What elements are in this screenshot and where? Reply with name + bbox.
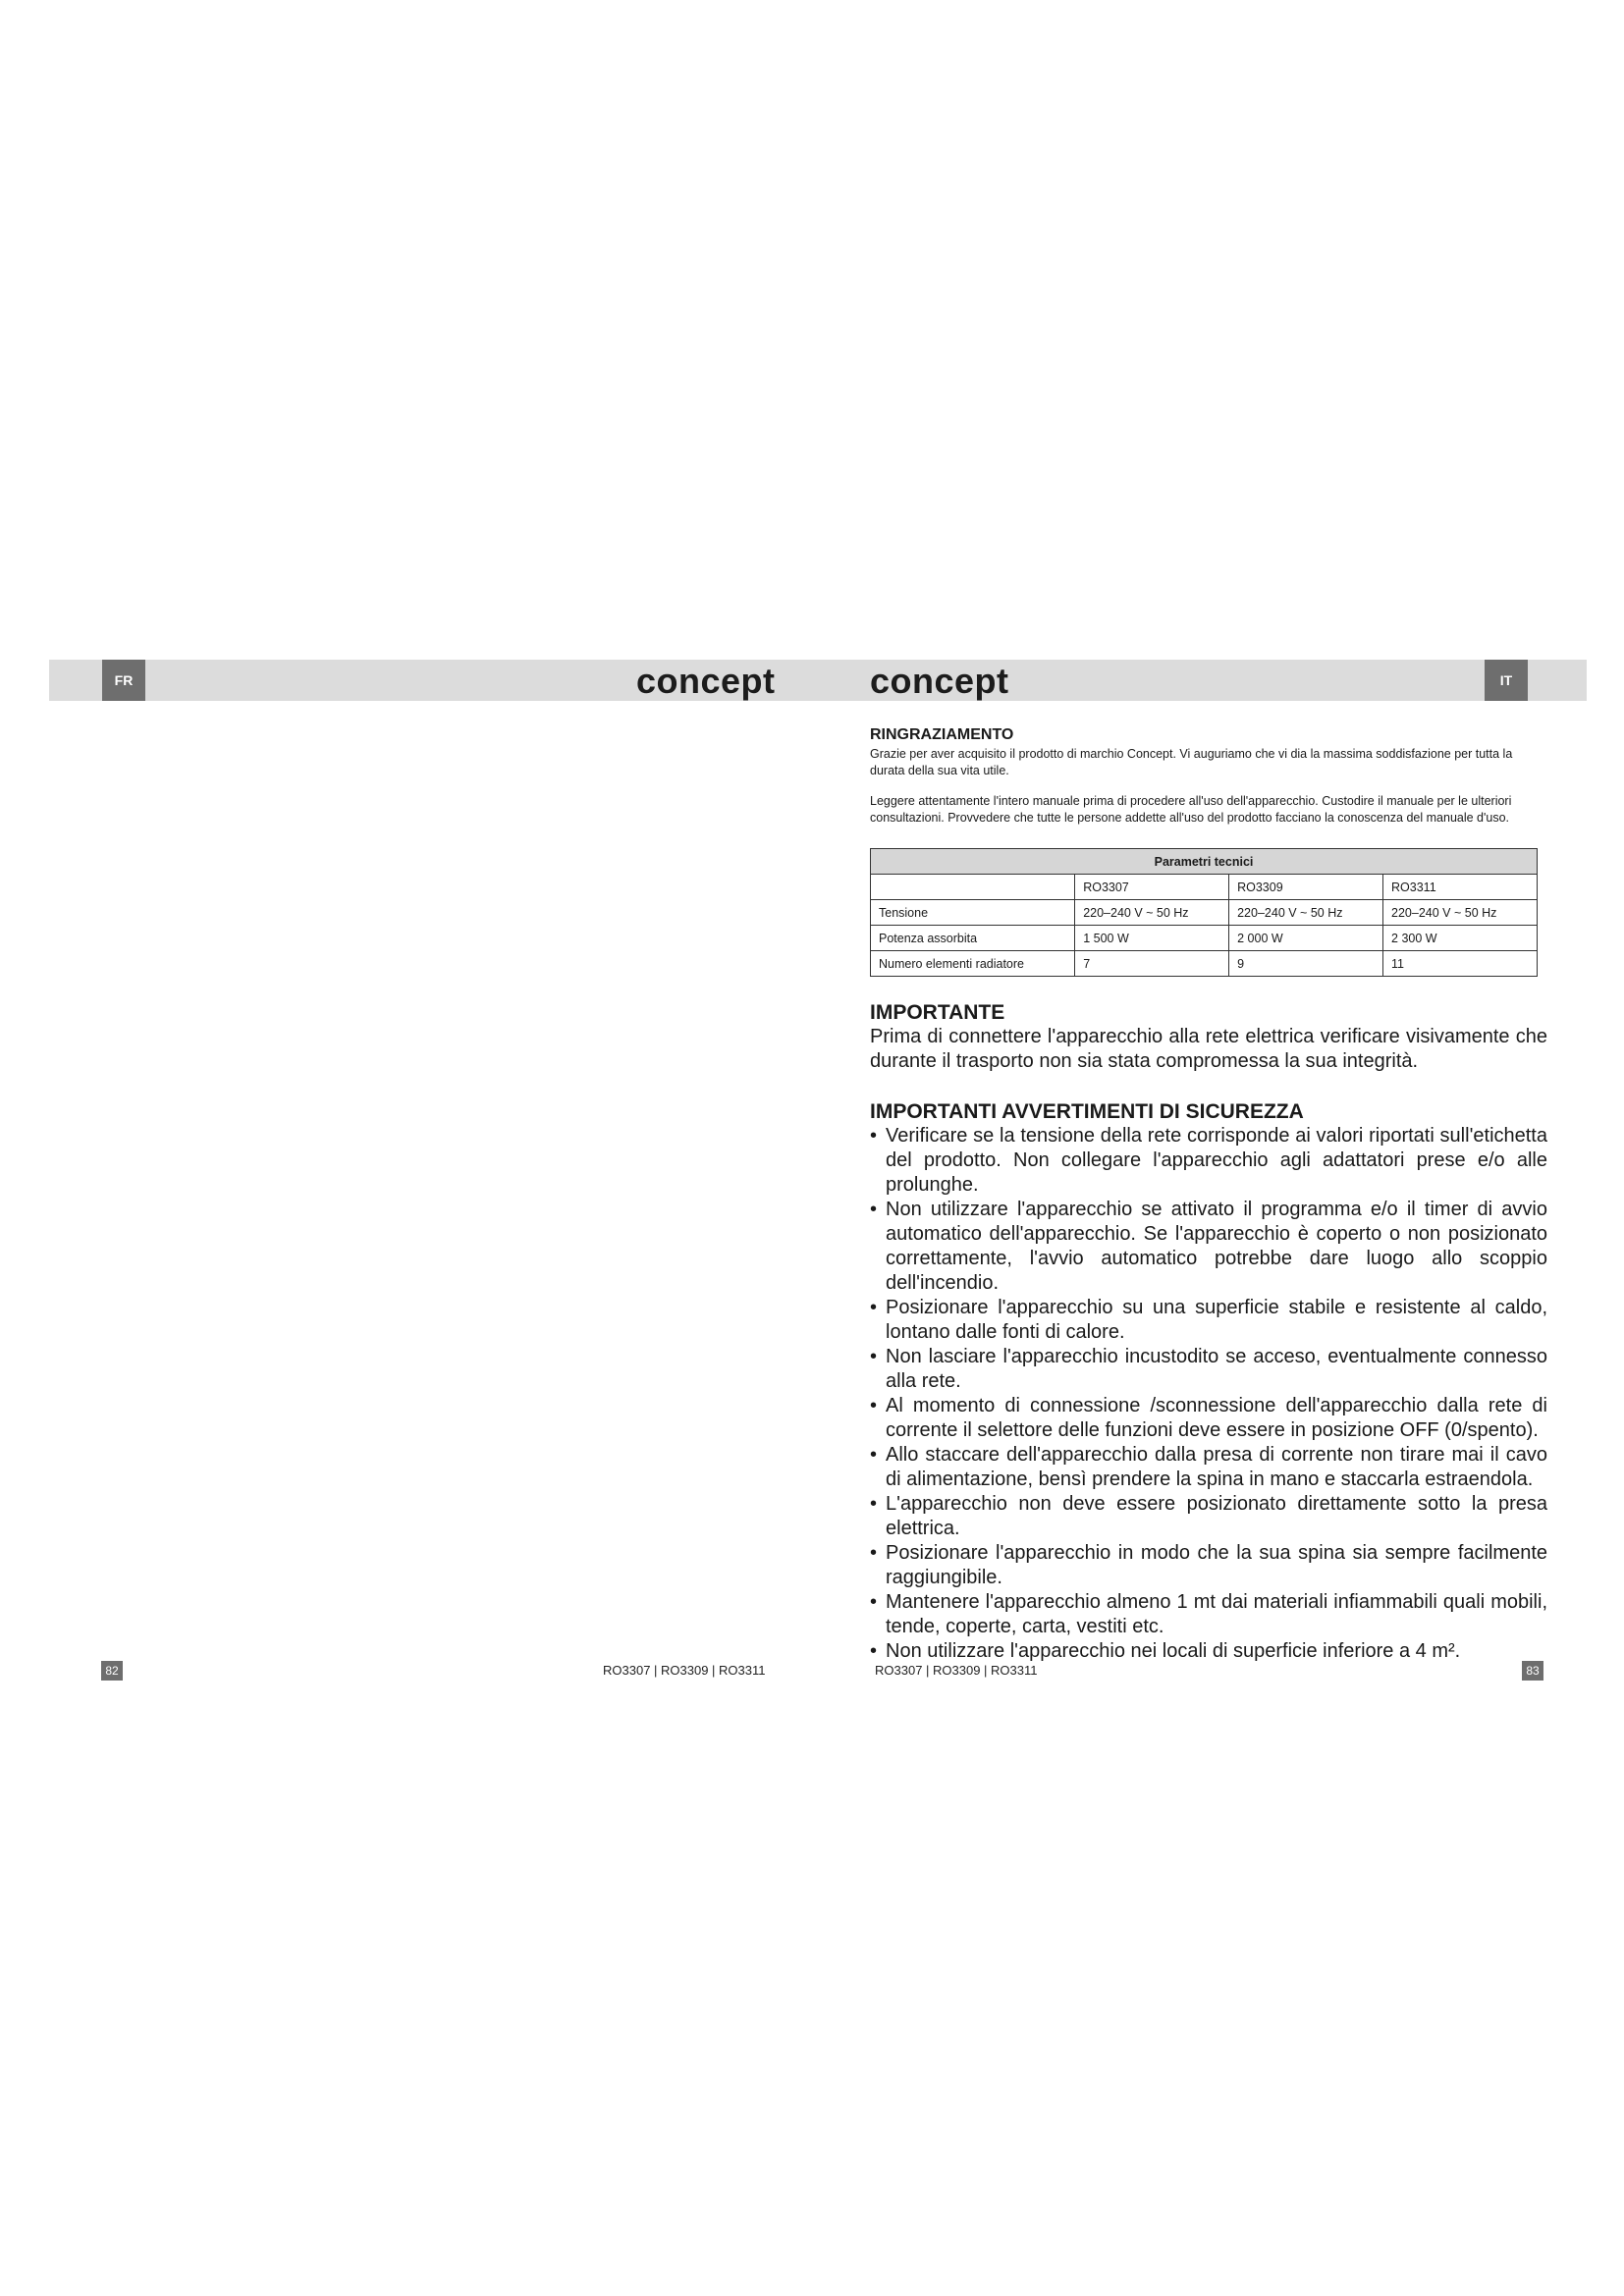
table-row (871, 900, 1538, 926)
list-item: • Posizionare l'apparecchio su una superficie stabile e resistente al caldo, lontano dalle fonti di calore. (870, 1296, 1547, 1345)
list-item: • Al momento di connessione /sconnessione dell'apparecchio dalla rete di corrente il selettore delle funzioni deve essere in posizione OFF (0/spento). (870, 1394, 1547, 1443)
table-cell: 1 500 W (1075, 926, 1229, 951)
table-header-empty (871, 875, 1075, 900)
header-band (49, 660, 1587, 701)
list-item: • Non utilizzare l'apparecchio se attivato il programma e/o il timer di avvio automatico dell'apparecchio. Se l'apparecchio è coperto o non posizionato correttamente, l'avvio automatico potrebbe dare luogo allo scoppio dell'incendio. (870, 1198, 1547, 1296)
table-cell: 7 (1075, 951, 1229, 977)
table-cell: 11 (1383, 951, 1538, 977)
language-tab-fr: FR (102, 660, 145, 701)
brand-logo-right: concept (870, 661, 1009, 701)
list-item: • Mantenere l'apparecchio almeno 1 mt dai materiali infiammabili quali mobili, tende, coperte, carta, vestiti etc. (870, 1590, 1547, 1639)
footer-models-right: RO3307 | RO3309 | RO3311 (875, 1663, 1038, 1678)
table-row-label: Numero elementi radiatore (871, 951, 1075, 977)
language-tab-it: IT (1485, 660, 1528, 701)
brand-logo-left: concept (636, 661, 776, 701)
table-cell: 220–240 V ~ 50 Hz (1383, 900, 1538, 926)
thanks-title: RINGRAZIAMENTO (870, 726, 1014, 743)
thanks-paragraph-2: Leggere attentamente l'intero manuale prima di procedere all'uso dell'apparecchio. Custodire il manuale per le ulteriori consultazioni. Provvedere che tutte le persone addette all'uso del prodotto facciano la conoscenza del manuale d'uso. (870, 794, 1512, 825)
list-item: • Non lasciare l'apparecchio incustodito se acceso, eventualmente connesso alla rete. (870, 1345, 1547, 1394)
list-item: • Allo staccare dell'apparecchio dalla presa di corrente non tirare mai il cavo di alimentazione, bensì prendere la spina in mano e staccarla estraendola. (870, 1443, 1547, 1492)
table-row (871, 951, 1538, 977)
safety-title: IMPORTANTI AVVERTIMENTI DI SICUREZZA (870, 1100, 1304, 1123)
footer-models-left: RO3307 | RO3309 | RO3311 (603, 1663, 766, 1678)
table-header-row (871, 875, 1538, 900)
table-row-label: Tensione (871, 900, 1075, 926)
table-caption-row (871, 849, 1538, 875)
list-item: • Posizionare l'apparecchio in modo che la sua spina sia sempre facilmente raggiungibile. (870, 1541, 1547, 1590)
table-header-model: RO3309 (1229, 875, 1383, 900)
table-header-model: RO3311 (1383, 875, 1538, 900)
table-row-label: Potenza assorbita (871, 926, 1075, 951)
thanks-paragraph-1: Grazie per aver acquisito il prodotto di marchio Concept. Vi auguriamo che vi dia la massima soddisfazione per tutta la durata della sua vita utile. (870, 747, 1513, 777)
table-caption: Parametri tecnici (871, 849, 1538, 875)
technical-parameters-table (870, 848, 1538, 977)
table-row (871, 926, 1538, 951)
table-cell: 220–240 V ~ 50 Hz (1075, 900, 1229, 926)
table-cell: 2 300 W (1383, 926, 1538, 951)
list-item: • Verificare se la tensione della rete corrisponde ai valori riportati sull'etichetta del prodotto. Non collegare l'apparecchio agli adattatori prese e/o alle prolunghe. (870, 1124, 1547, 1198)
right-page-content (870, 726, 1547, 1664)
list-item: • L'apparecchio non deve essere posizionato direttamente sotto la presa elettrica. (870, 1492, 1547, 1541)
safety-warnings-list (870, 1124, 1547, 1664)
page-number-right: 83 (1522, 1661, 1543, 1681)
table-cell: 9 (1229, 951, 1383, 977)
important-text: Prima di connettere l'apparecchio alla rete elettrica verificare visivamente che durante il trasporto non sia stata compromessa la sua integrità. (870, 1026, 1547, 1072)
list-item: • Non utilizzare l'apparecchio nei locali di superficie inferiore a 4 m². (870, 1639, 1547, 1664)
table-cell: 220–240 V ~ 50 Hz (1229, 900, 1383, 926)
table-cell: 2 000 W (1229, 926, 1383, 951)
table-header-model: RO3307 (1075, 875, 1229, 900)
page-number-left: 82 (101, 1661, 123, 1681)
important-title: IMPORTANTE (870, 1001, 1005, 1024)
